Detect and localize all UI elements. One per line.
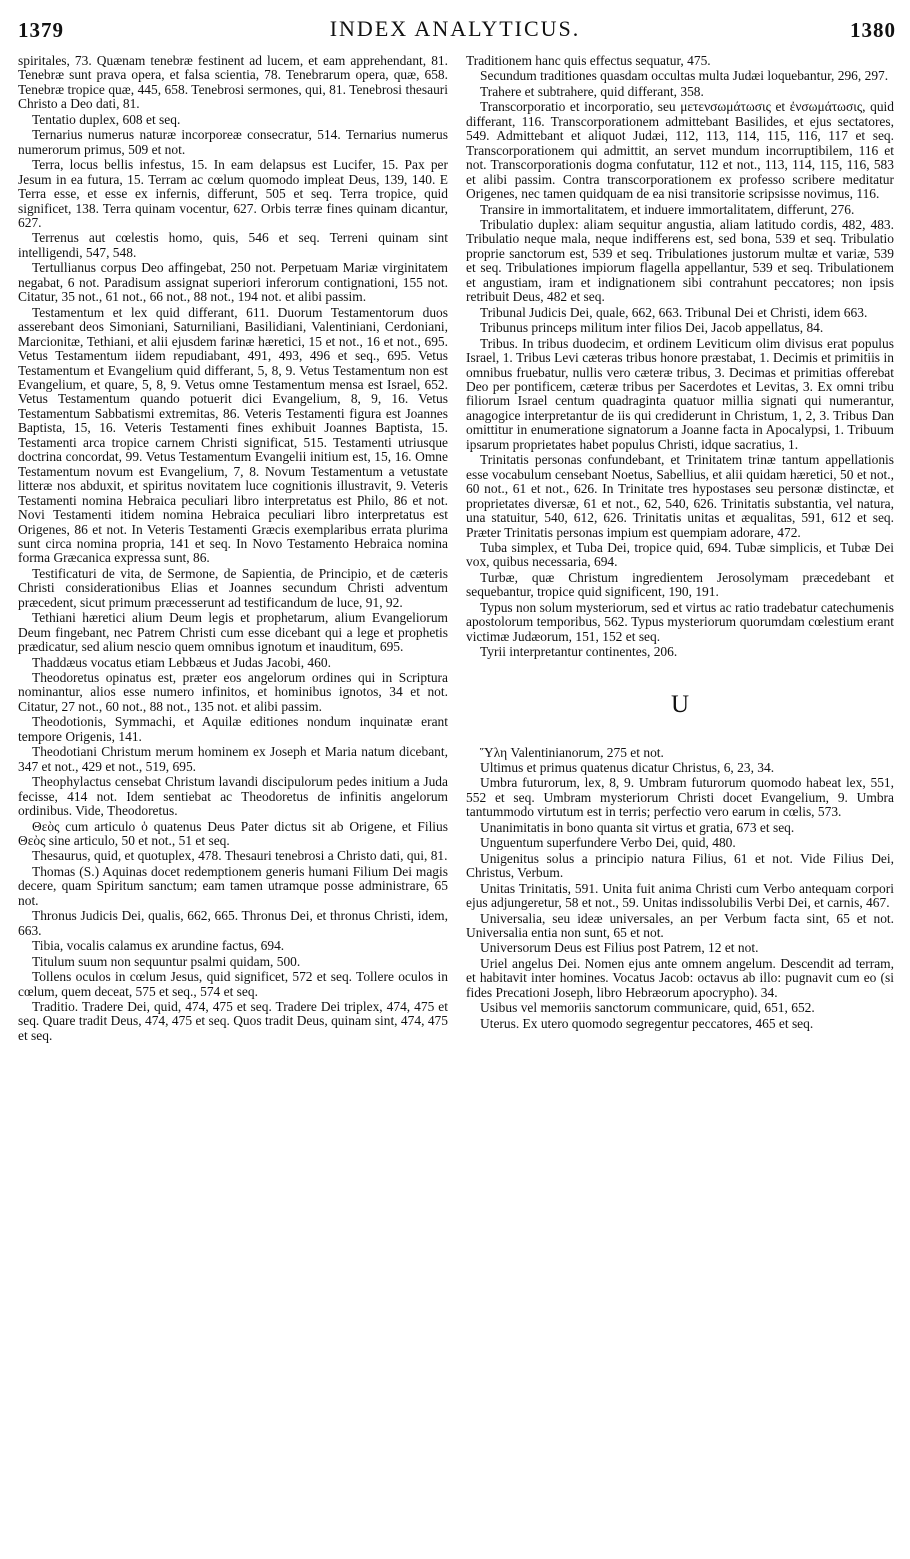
- index-entry: Universalia, seu ideæ universales, an per Verbum facta sint, 65 et not. Universalia entia non sunt, 65 et not.: [466, 910, 894, 941]
- index-entry: Ultimus et primus quatenus dicatur Christus, 6, 23, 34.: [480, 760, 775, 776]
- index-entry: Trahere et subtrahere, quid differant, 358.: [480, 83, 704, 99]
- index-entry: Tollens oculos in cœlum Jesus, quid significet, 572 et seq. Tollere oculos in cœlum, quem deceat, 575 et seq., 574 et seq.: [18, 969, 448, 999]
- index-entry: Tribulatio duplex: aliam sequitur angustia, aliam latitudo cordis, 482, 483. Tribulatio neque mala, neque indifferens est, sed bona, 539 et seq. Tribulatio proprie sanctorum est, 539 et seq. Tribulationes justorum multæ et variæ, 539 et seq. Tribulationes impiorum flagella appellantur, 539 et seq. Tribulationem et angustiam, iram et indignationem sibi contrahunt peccatores; non ipsis retribuit Deus, 482 et seq.: [466, 216, 894, 305]
- index-entry: Umbra futurorum, lex, 8, 9. Umbram futurorum quomodo habeat lex, 551, 552 et seq. Umbram mysteriorum Christi docet Evangelium, 9. Umbra tantummodo virtutum est in terris; perfectio vero earum in cœlis, 573.: [466, 775, 894, 820]
- index-entry: Transire in immortalitatem, et induere immortalitatem, differunt, 276.: [480, 201, 855, 217]
- index-entry: Tuba simplex, et Tuba Dei, tropice quid, 694. Tubæ simplicis, et Tubæ Dei vox, quibus necessaria, 694.: [466, 539, 894, 570]
- index-entry: Ternarius numerus naturæ incorporeæ consecratur, 514. Ternarius numerus numerorum primus, 509 et not.: [18, 127, 448, 157]
- index-entry: Traditio. Tradere Dei, quid, 474, 475 et seq. Tradere Dei triplex, 474, 475 et seq. Quare tradit Deus, 474, 475 et seq. Quos tradit Deus, quinam sint, 474, 475 et seq.: [18, 999, 448, 1043]
- index-entry: Tribunus princeps militum inter filios Dei, Jacob appellatus, 84.: [480, 320, 824, 336]
- index-entry: Tertullianus corpus Deo affingebat, 250 not. Perpetuam Mariæ virginitatem negabat, 6 not. Paradisum assignat superiori inferorum contignationi, 155 not. Citatur, 35 not., 61 not., 66 not., 88 not., 194 not. et alibi passim.: [18, 260, 448, 305]
- index-entry: Thomas (S.) Aquinas docet redemptionem generis humani Filium Dei magis decere, quam Spiritum sanctum; eam tamen utramque posse administrare, 65 not.: [18, 863, 448, 908]
- index-entry: Usibus vel memoriis sanctorum communicare, quid, 651, 652.: [480, 1000, 815, 1016]
- index-entry: Traditionem hanc quis effectus sequatur, 475.: [466, 54, 711, 68]
- left-column: [18, 54, 448, 1549]
- index-entry: Tribus. In tribus duodecim, et ordinem Leviticum olim divisus erat populus Israel, 1. Tribus Levi cæteras tribus honore præstabat, 1. Decimis et primitiis in omnibus fruebatur, nullis vero cæteræ tribus, 3. Decimas et primitias offerebat Deo per pontificem, cæteræ tribus per Sacerdotes et Levitas, 3. Ex omni tribu filiorum Israel centum quadraginta quatuor millia signati qui numerantur, anagogice interpretantur de iis qui crediderunt in Christum, 1, 2, 3. Tribus Dan omittitur in enumeratione signatorum a Joanne facta in Apocalypsi, 1. Tribuum ipsarum proprietates habet populus Christi, idque sacratius, 1.: [466, 335, 894, 452]
- right-column: [466, 54, 894, 1549]
- index-entry: Tribunal Judicis Dei, quale, 662, 663. Tribunal Dei et Christi, idem 663.: [480, 304, 868, 320]
- index-entry: Thronus Judicis Dei, qualis, 662, 665. Thronus Dei, et thronus Christi, idem, 663.: [18, 908, 448, 938]
- index-entry: Theophylactus censebat Christum lavandi discipulorum pedes initium a Juda fecisse, 414 not. Idem sentiebat ac Theodoretus de infinitis angelorum ordinibus. Vide, Theodoretus.: [18, 774, 448, 819]
- index-entry: Unigenitus solus a principio natura Filius, 61 et not. Vide Filius Dei, Christus, Verbum.: [466, 850, 894, 881]
- index-entry: Θεὸς cum articulo ὁ quatenus Deus Pater dictus sit ab Origene, et Filius Θεὸς sine articulo, 50 et not., 51 et seq.: [18, 818, 448, 849]
- running-title: INDEX ANALYTICUS.: [329, 16, 581, 41]
- index-entry: Uriel angelus Dei. Nomen ejus ante omnem angelum. Descendit ad terram, et habitavit inter homines. Vocatus Jacob: octavus ab illo: pugnavit cum eo (si fides Precationi Joseph, libro Hebræorum apocrypho). 34.: [466, 955, 894, 1000]
- index-entry: Secundum traditiones quasdam occultas multa Judæi loquebantur, 296, 297.: [480, 68, 889, 84]
- index-entry: Ὕλη Valentinianorum, 275 et not.: [480, 744, 664, 760]
- index-entry: Tibia, vocalis calamus ex arundine factus, 694.: [32, 938, 285, 954]
- left-page-number: 1379: [18, 18, 64, 42]
- index-entry: Terrenus aut cœlestis homo, quis, 546 et seq. Terreni quinam sint intelligendi, 547, 548.: [18, 230, 448, 260]
- index-entry: Terra, locus bellis infestus, 15. In eam delapsus est Lucifer, 15. Pax per Jesum in ea futura, 15. Terram ac cœlum quomodo impleat Deus, 139, 140. E Terra esse, et esse ex infernis, differunt, 505 et seq. Terra tropice, quid significet, 138. Terra quinam vocentur, 627. Orbis terræ fines quinam dicantur, 627.: [18, 157, 448, 230]
- index-entry: Unguentum superfundere Verbo Dei, quid, 480.: [480, 835, 736, 851]
- section-letter-heading: U: [670, 690, 690, 718]
- index-entry: Unitas Trinitatis, 591. Unita fuit anima Christi cum Verbo antequam corpori ejus adjungeretur, 58 et not., 59. Unitas indissolubilis Verbi Dei, et carnis, 467.: [466, 880, 894, 911]
- index-entry: Turbæ, quæ Christum ingredientem Jerosolymam præcedebant et sequebantur, tropice quid significent, 190, 191.: [466, 569, 894, 600]
- index-entry: Testificaturi de vita, de Sermone, de Sapientia, de Principio, et de cæteris Christi considerationibus Elias et Joannes secundum Christi adventum præcedent, sicut primum præcesserunt ad testificandum de luce, 91, 92.: [18, 565, 448, 610]
- index-entry: Typus non solum mysteriorum, sed et virtus ac ratio tradebatur catechumenis apostolorum temporibus, 562. Typus mysteriorum quorumdam cœlestium erant victimæ Judæorum, 151, 152 et seq.: [466, 599, 894, 644]
- index-entry: Unanimitatis in bono quanta sit virtus et gratia, 673 et seq.: [480, 819, 795, 835]
- index-entry: Thaddæus vocatus etiam Lebbæus et Judas Jacobi, 460.: [32, 654, 331, 670]
- index-entry: Titulum suum non sequuntur psalmi quidam, 500.: [32, 953, 301, 969]
- index-entry: Theodotiani Christum merum hominem ex Joseph et Maria natum dicebant, 347 et not., 429 et not., 519, 695.: [18, 744, 448, 774]
- right-page-number: 1380: [850, 18, 896, 42]
- index-entry: Uterus. Ex utero quomodo segregentur peccatores, 465 et seq.: [480, 1015, 814, 1031]
- index-entry: Tyrii interpretantur continentes, 206.: [480, 644, 678, 660]
- index-entry: spiritales, 73. Quænam tenebræ festinent ad lucem, et eam apprehendant, 81. Tenebræ sunt prava opera, et falsa scientia, 78. Tenebrarum opera, quæ, 658. Tenebræ tropice quæ, 445, 658. Tenebrosi sermones, qui, 81. Tenebrosi thesauri Christo a Deo dati, 81.: [18, 54, 448, 112]
- index-entry: Transcorporatio et incorporatio, seu μετενσωμάτωσις et ἐνσωμάτωσις, quid differant, 116. Transcorporationem admittebant Basilides, et ejus sectatores, 549. Admittebant et aliquot Judæi, 112, 113, 114, 115, 116, 117 et seq. Transcorporationem qui admittit, an servet mundum incorruptibilem, 116 et not. Transcorporationis dogma confutatur, 112 et not., 113, 114, 115, 116, 583 et alibi passim. Contra transcorporationem ex professo scribere meditatur Origenes, nec tamen quidquam de ea nisi transitorie scripsisse novimus, 116.: [466, 99, 894, 202]
- index-entry: Thesaurus, quid, et quotuplex, 478. Thesauri tenebrosi a Christo dati, qui, 81.: [32, 848, 448, 864]
- index-entry: Universorum Deus est Filius post Patrem, 12 et not.: [480, 940, 759, 956]
- index-entry: Testamentum et lex quid differant, 611. Duorum Testamentorum duos asserebant deos Simoniani, Saturniliani, Basilidiani, Valentiniani, Cerdoniani, Marcionitæ, Tethiani, et alii ejusdem farinæ hæretici, 15 et not., 16 et not., 695. Vetus Testamentum iidem repudiabant, 491, 493, 496 et seq., 695. Vetus Testamentum et Evangelium quid differant, 5, 8, 9. Vetus Testamentum non est Evangelium, et quare, 5, 8, 9. Vetus omne Testamentum mensa est Israel, 652. Vetus Testamentum quando potuerit dici Evangelium, 8, 9, 16. Vetus Testamentum Sabbatismi extremitas, 86. Veteris Testamenti figura est Joannes Baptista, 15, 16. Veteris Testamenti fines exhibuit Joannes Baptista, 15. Testamenti arca tropice carnem Christi significat, 515. Testamenti utriusque doctrina concordat, 99. Vetus Testamentum Evangelii initium est, 15, 16. Omne Testamentum novum est Evangelium, 7, 8. Novum Testamentum a vetustate litteræ nos abduxit, et spiritus novitatem luce cognitionis illustravit, 9. Veteris Testamenti nomina Hebraica peculiari libro interpretatus est Philo, 86 et not. Novi Testamenti itidem nomina Hebraica peculiari libro interpretatus est Origenes, 86 et not. In Veteris Testamenti Græcis exemplaribus errata plurima sunt circa nomina propria, 141 et seq. In Novo Testamento Hebraica nomina forma Græcanica expressa sunt, 86.: [18, 304, 448, 566]
- index-entry: Trinitatis personas confundebant, et Trinitatem trinæ tantum appellationis esse vocabulum censebant Noetus, Sabellius, et alii quidam hæretici, 50 et not., 60 not., 61 et not., 626. In Trinitate tres hypostases seu personæ distinctæ, et proprietates diversæ, 61 et not., 62, 540, 626. Trinitatis substantia, vel natura, una statuitur, 540, 612, 626. Trinitatis unitas et æqualitas, 591, 612 et seq. Præter Trinitatis personas impium est quempiam adorare, 472.: [466, 452, 894, 540]
- index-entry: Tethiani hæretici alium Deum legis et prophetarum, alium Evangeliorum Deum fingebant, nec Patrem Christi cum esse dicebant qui a lege et prophetis prædicatur, sed alium nescio quem omnibus ignotum et inauditum, 695.: [18, 610, 448, 655]
- index-entry: Theodotionis, Symmachi, et Aquilæ editiones nondum inquinatæ erant tempore Origenis, 141.: [18, 714, 448, 744]
- page-header: [0, 0, 910, 48]
- index-entry: Tentatio duplex, 608 et seq.: [32, 111, 181, 127]
- index-entry: Theodoretus opinatus est, præter eos angelorum ordines qui in Scriptura nominantur, alios esse numero infinitos, et hominibus ignotos, 34 et not. Citatur, 27 not., 60 not., 88 not., 135 not. et alibi passim.: [18, 670, 448, 714]
